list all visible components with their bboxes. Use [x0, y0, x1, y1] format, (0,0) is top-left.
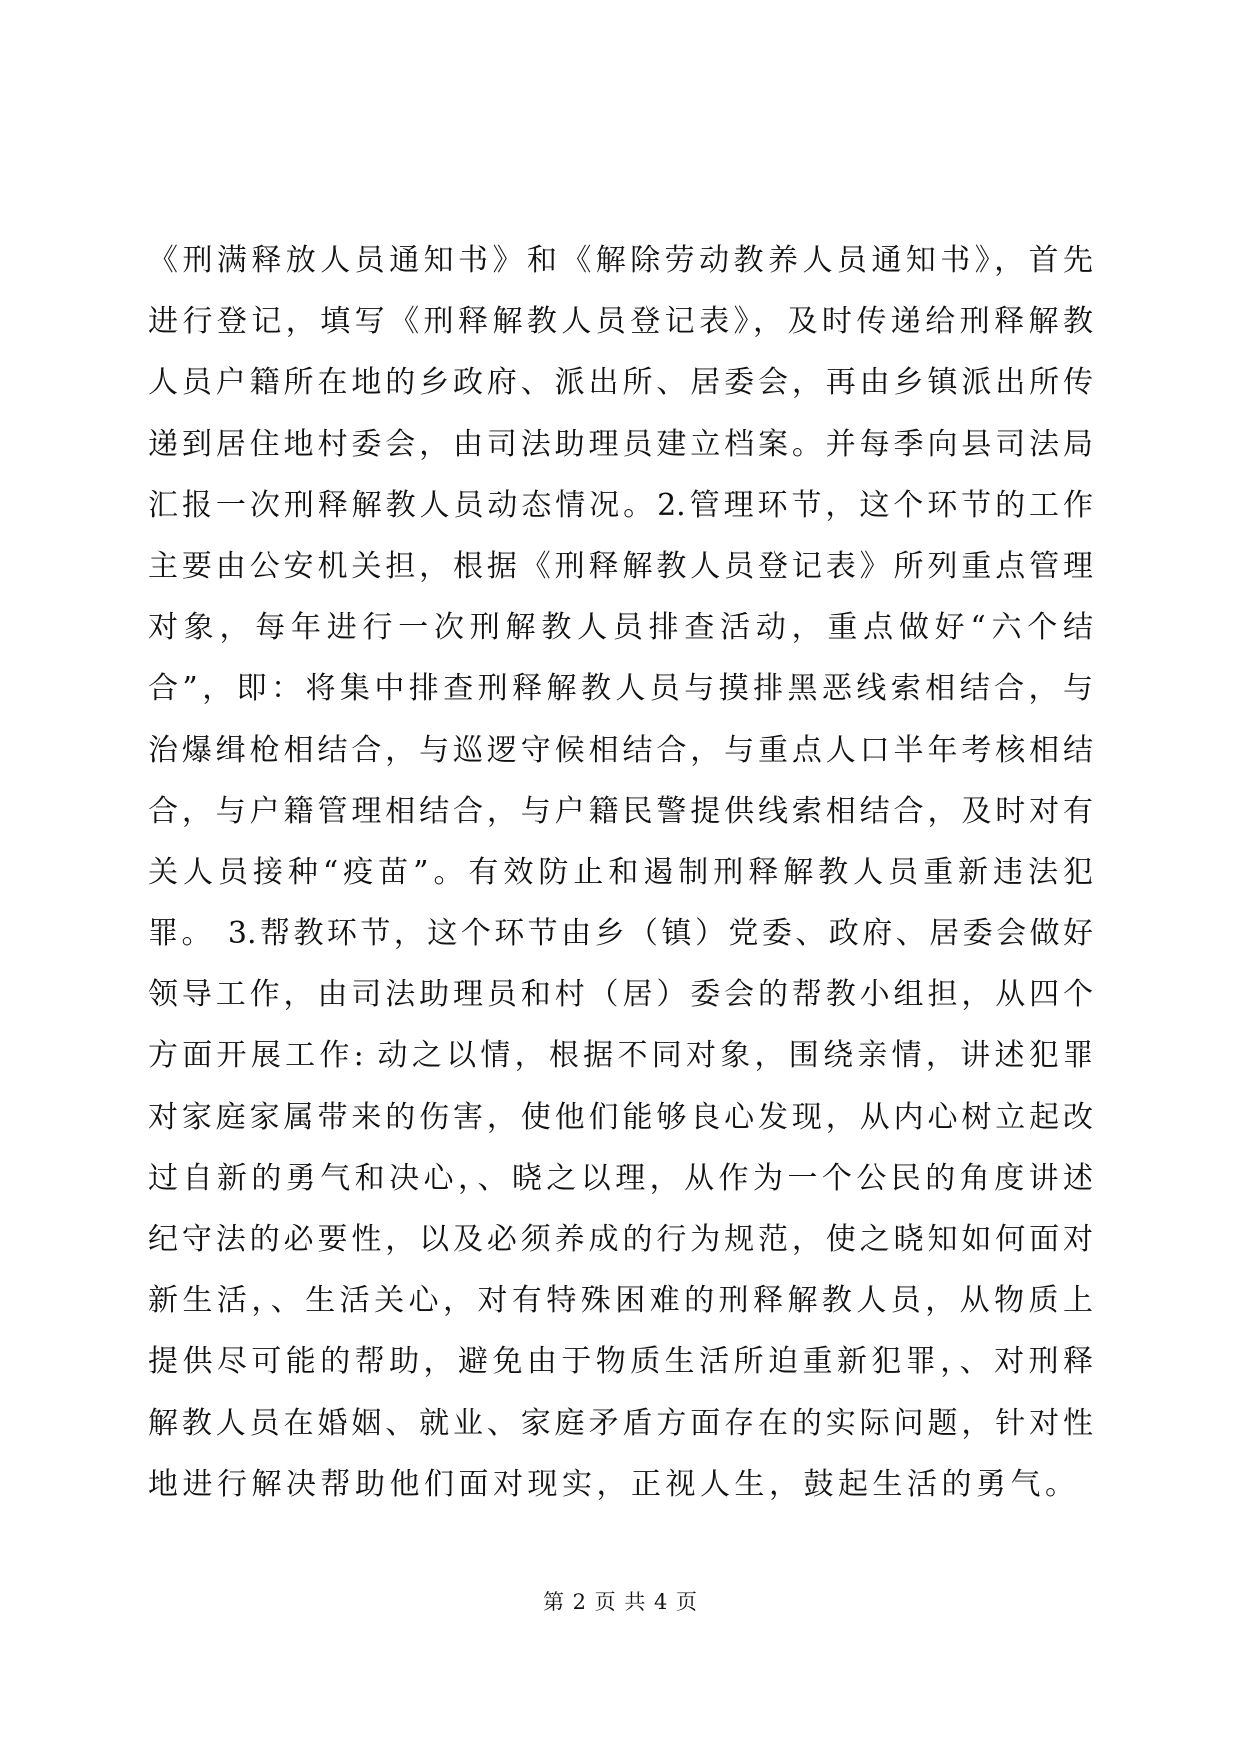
- body-paragraph: [148, 230, 1093, 1515]
- text-line: 对象，每年进行一次刑解教人员排查活动，重点做好“六个结: [148, 610, 1093, 646]
- text-line: 主要由公安机关担，根据《刑释解教人员登记表》所列重点管理: [148, 548, 1093, 584]
- text-line: 治爆缉枪相结合，与巡逻守候相结合，与重点人口半年考核相结: [148, 732, 1093, 768]
- text-line: 对家庭家属带来的伤害，使他们能够良心发现，从内心树立起改: [148, 1099, 1093, 1135]
- text-line: 合”，即：将集中排查刑释解教人员与摸排黑恶线索相结合，与: [148, 671, 1093, 707]
- text-line: 《刑满释放人员通知书》和《解除劳动教养人员通知书》，首先: [148, 243, 1093, 278]
- text-line: 提供尽可能的帮助，避免由于物质生活所迫重新犯罪，、对刑释: [148, 1344, 1093, 1380]
- text-line: 纪守法的必要性，以及必须养成的行为规范，使之晓知如何面对: [148, 1222, 1093, 1257]
- text-line: 过自新的勇气和决心，、晓之以理，从作为一个公民的角度讲述: [148, 1160, 1093, 1196]
- text-line: 方面开展工作: 动之以情，根据不同对象，围绕亲情，讲述犯罪: [148, 1038, 1093, 1074]
- text-line: 解教人员在婚姻、就业、家庭矛盾方面存在的实际问题，针对性: [148, 1405, 1093, 1441]
- text-line: 进行登记，填写《刑释解教人员登记表》，及时传递给刑释解教: [148, 304, 1093, 340]
- text-line: 新生活，、生活关心，对有特殊困难的刑释解教人员，从物质上: [148, 1283, 1093, 1319]
- text-line: 罪。 3.帮教环节，这个环节由乡（镇）党委、政府、居委会做好: [148, 916, 1093, 952]
- page-number-footer: 第 2 页 共 4 页: [542, 1590, 699, 1614]
- text-line: 人员户籍所在地的乡政府、派出所、居委会，再由乡镇派出所传: [148, 365, 1093, 401]
- text-line: 关人员接种“疫苗”。有效防止和遏制刑释解教人员重新违法犯: [148, 854, 1093, 890]
- text-line: 汇报一次刑释解教人员动态情况。2.管理环节，这个环节的工作: [148, 487, 1093, 523]
- text-line: 地进行解决帮助他们面对现实，正视人生，鼓起生活的勇气。: [148, 1466, 1080, 1502]
- text-line: 合，与户籍管理相结合，与户籍民警提供线索相结合，及时对有: [148, 793, 1093, 829]
- text-line: 递到居住地村委会，由司法助理员建立档案。并每季向县司法局: [148, 426, 1093, 462]
- text-line: 领导工作，由司法助理员和村（居）委会的帮教小组担，从四个: [148, 977, 1093, 1013]
